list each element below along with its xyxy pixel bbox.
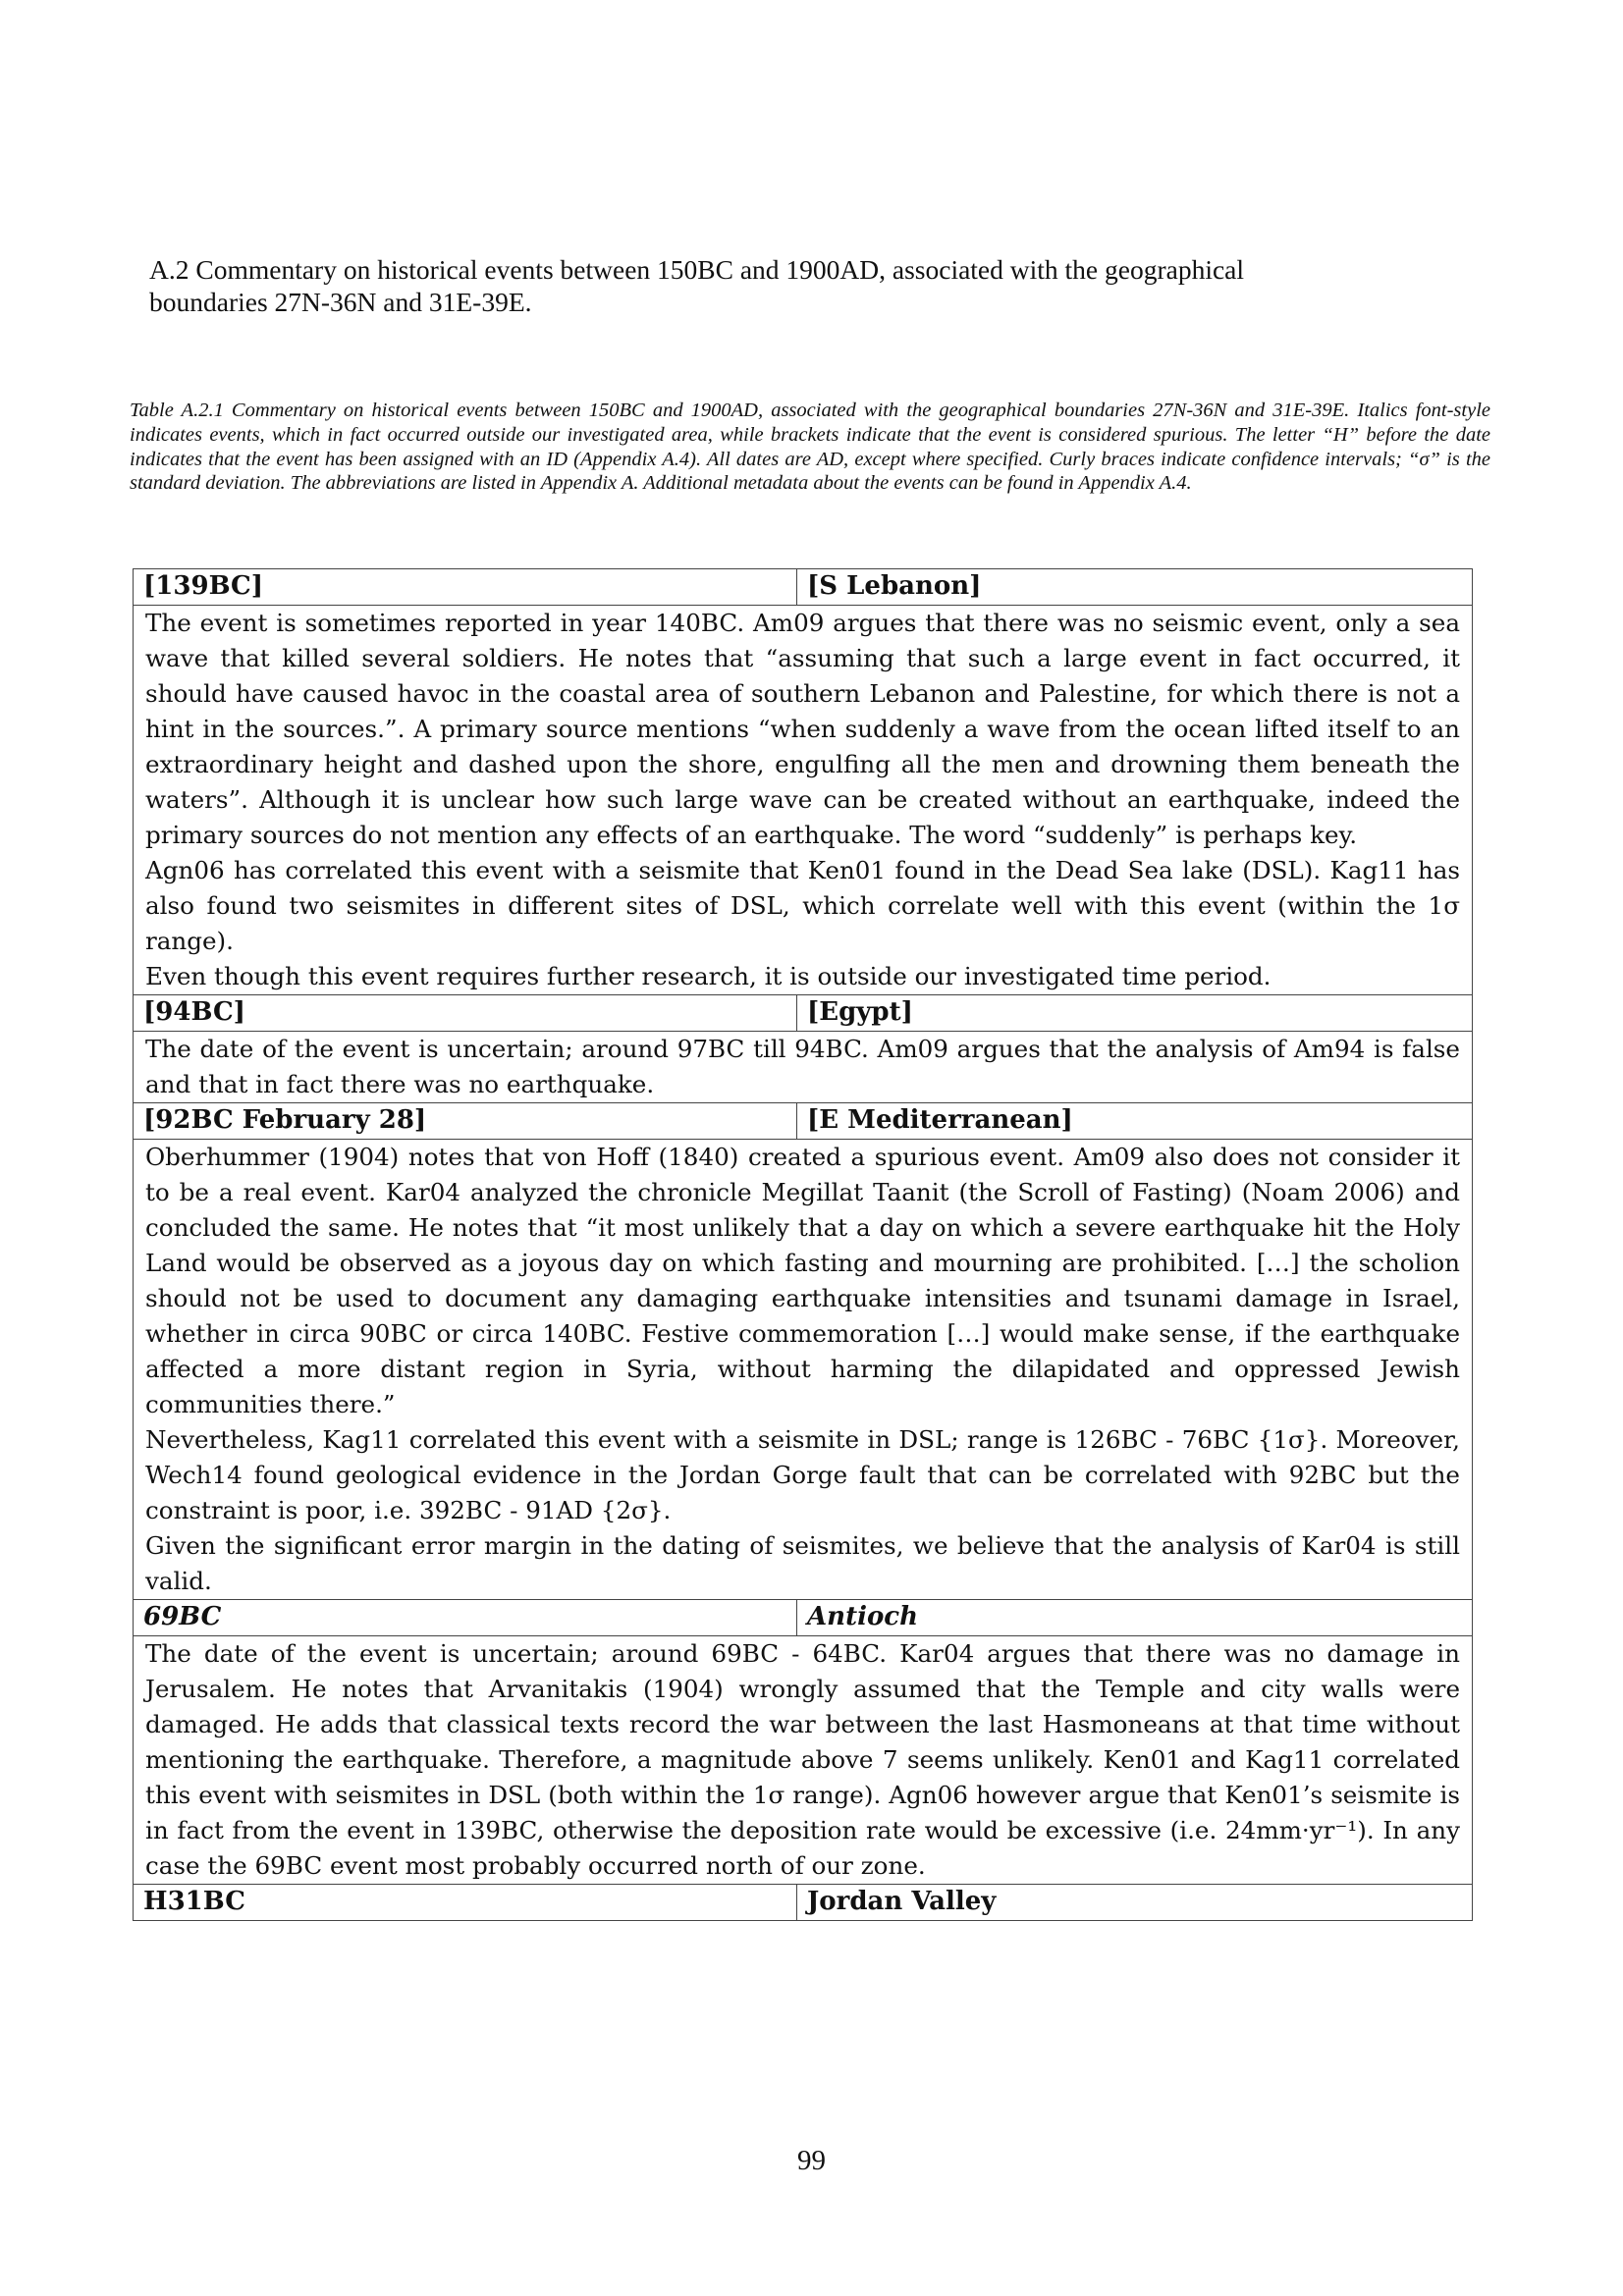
commentary-paragraph: The event is sometimes reported in year 140BC. Am09 argues that there was no seismic event, only a sea wave that killed several soldiers. He notes that “assuming that such a large event in fact occurred, it should have caused havoc in the coastal area of southern Lebanon and Palestine, for which there is not a hint in the sources.”. A primary source mentions “when suddenly a wave from the ocean lifted itself to an extraordinary height and dashed upon the shore, engulfing all the men and drowning them beneath the waters”. Although it is unclear how such large wave can be created without an earthquake, indeed the primary sources do not mention any effects of an earthquake. The word “suddenly” is perhaps key. — [145, 609, 1460, 849]
event-commentary-row — [134, 1636, 1473, 1885]
event-header-row — [134, 1600, 1473, 1636]
commentary-paragraph: Agn06 has correlated this event with a seismite that Ken01 found in the Dead Sea lake (DSL). Kag11 has also found two seismites in different sites of DSL, which correlate well with this event (within the 1σ range). — [145, 856, 1460, 955]
commentary-paragraph: Oberhummer (1904) notes that von Hoff (1840) created a spurious event. Am09 also does not consider it to be a real event. Kar04 analyzed the chronicle Megillat Taanit (the Scroll of Fasting) (Noam 2006) and concluded the same. He notes that “it most unlikely that a day on which a severe earthquake hit the Holy Land would be observed as a joyous day on which fasting and mourning are prohibited. […] the scholion should not be used to document any damaging earthquake intensities and tsunami damage in Israel, whether in circa 90BC or circa 140BC. Festive commemoration […] would make sense, if the earthquake affected a more distant region in Syria, without harming the dilapidated and oppressed Jewish communities there.” — [145, 1143, 1460, 1418]
event-location: [S Lebanon] — [797, 569, 1473, 606]
event-header-row — [134, 995, 1473, 1032]
event-location: Antioch — [797, 1600, 1473, 1636]
event-header-row — [134, 1103, 1473, 1140]
event-commentary-row — [134, 1032, 1473, 1103]
section-heading-line-2: boundaries 27N-36N and 31E-39E. — [149, 287, 532, 317]
event-header-row — [134, 1885, 1473, 1921]
section-heading — [149, 253, 1455, 318]
event-date: 69BC — [134, 1600, 797, 1636]
commentary-paragraph: The date of the event is uncertain; around 69BC - 64BC. Kar04 argues that there was no damage in Jerusalem. He notes that Arvanitakis (1904) wrongly assumed that the Temple and city walls were damaged. He adds that classical texts record the war between the last Hasmoneans at that time without mentioning the earthquake. Therefore, a magnitude above 7 seems unlikely. Ken01 and Kag11 correlated this event with seismites in DSL (both within the 1σ range). Agn06 however argue that Ken01’s seismite is in fact from the event in 139BC, otherwise the deposition rate would be excessive (i.e. 24mm·yr⁻¹). In any case the 69BC event most probably occurred north of our zone. — [145, 1639, 1460, 1880]
event-location: [Egypt] — [797, 995, 1473, 1032]
section-heading-line-1: A.2 Commentary on historical events between 150BC and 1900AD, associated with the geographical — [149, 254, 1245, 285]
event-commentary — [134, 1140, 1473, 1600]
event-commentary — [134, 1636, 1473, 1885]
event-header-row — [134, 569, 1473, 606]
event-commentary — [134, 1032, 1473, 1103]
event-commentary-row — [134, 1140, 1473, 1600]
event-date: H31BC — [134, 1885, 797, 1921]
commentary-paragraph: Even though this event requires further research, it is outside our investigated time period. — [145, 962, 1271, 990]
event-location: [E Mediterranean] — [797, 1103, 1473, 1140]
historical-events-table — [133, 568, 1473, 1921]
commentary-paragraph: The date of the event is uncertain; around 97BC till 94BC. Am09 argues that the analysis of Am94 is false and that in fact there was no earthquake. — [145, 1035, 1460, 1098]
event-commentary-row — [134, 606, 1473, 995]
event-location: Jordan Valley — [797, 1885, 1473, 1921]
event-date: [139BC] — [134, 569, 797, 606]
event-date: [94BC] — [134, 995, 797, 1032]
table-caption: Table A.2.1 Commentary on historical events between 150BC and 1900AD, associated with the geographical boundaries 27N-36N and 31E-39E. Italics font-style indicates events, which in fact occurred outside our investigated area, while brackets indicate that the event is considered spurious. The letter “H” before the date indicates that the event has been assigned with an ID (Appendix A.4). All dates are AD, except where specified. Curly braces indicate confidence intervals; “σ” is the standard deviation. The abbreviations are listed in Appendix A. Additional metadata about the events can be found in Appendix A.4. — [130, 400, 1490, 495]
event-date: [92BC February 28] — [134, 1103, 797, 1140]
commentary-paragraph: Given the significant error margin in the dating of seismites, we believe that the analysis of Kar04 is still valid. — [145, 1531, 1460, 1595]
page-number: 99 — [797, 2145, 826, 2176]
commentary-paragraph: Nevertheless, Kag11 correlated this event with a seismite in DSL; range is 126BC - 76BC {1σ}. Moreover, Wech14 found geological evidence in the Jordan Gorge fault that can be correlated with 92BC but the constraint is poor, i.e. 392BC - 91AD {2σ}. — [145, 1425, 1460, 1524]
event-commentary — [134, 606, 1473, 995]
